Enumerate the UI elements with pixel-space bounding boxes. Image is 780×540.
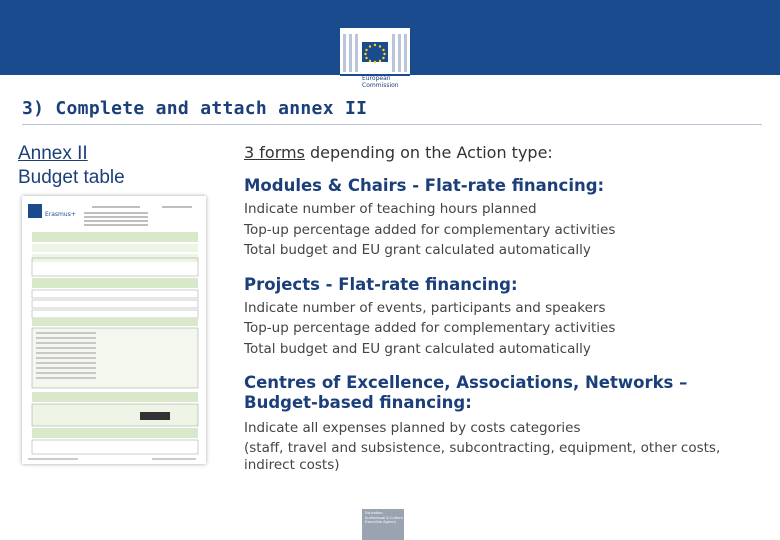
budget-form-preview-icon bbox=[22, 196, 206, 464]
section-heading-modules: Modules & Chairs - Flat-rate financing: bbox=[244, 176, 605, 195]
section-heading-centres-cont: Budget-based financing: bbox=[244, 393, 472, 412]
annex-subtitle: Budget table bbox=[18, 167, 125, 188]
forms-link[interactable]: 3 forms bbox=[244, 143, 305, 162]
intro-text bbox=[244, 142, 764, 164]
list-item: Top-up percentage added for complementary activities bbox=[244, 221, 616, 238]
list-item: indirect costs) bbox=[244, 457, 340, 473]
agency-logo-text: Education, Audiovisual & Culture Executive Agency bbox=[365, 511, 403, 524]
annex-title-link[interactable]: Annex II bbox=[18, 143, 88, 164]
section-heading-projects: Projects - Flat-rate financing: bbox=[244, 274, 518, 294]
list-item: (staff, travel and subsistence, subcontracting, equipment, other costs, bbox=[244, 440, 721, 456]
list-item: Top-up percentage added for complementary activities bbox=[244, 320, 616, 336]
budget-table-thumbnail bbox=[22, 196, 206, 464]
list-item: Indicate all expenses planned by costs categories bbox=[244, 420, 581, 436]
list-item: Indicate number of teaching hours planned bbox=[244, 201, 537, 217]
title-divider bbox=[22, 124, 762, 125]
list-item: Total budget and EU grant calculated automatically bbox=[244, 242, 591, 258]
logo-text: European Commission bbox=[362, 75, 399, 89]
list-item: Indicate number of events, participants and speakers bbox=[244, 299, 606, 316]
section-heading-centres: Centres of Excellence, Associations, Networks – bbox=[244, 373, 688, 392]
annex-title bbox=[18, 142, 125, 190]
intro-rest: depending on the Action type: bbox=[304, 143, 553, 162]
section-title: 3) Complete and attach annex II bbox=[22, 98, 368, 119]
content-column bbox=[244, 142, 764, 474]
thumbnail-brand: Erasmus+ bbox=[45, 211, 76, 218]
list-item: Total budget and EU grant calculated automatically bbox=[244, 340, 591, 357]
